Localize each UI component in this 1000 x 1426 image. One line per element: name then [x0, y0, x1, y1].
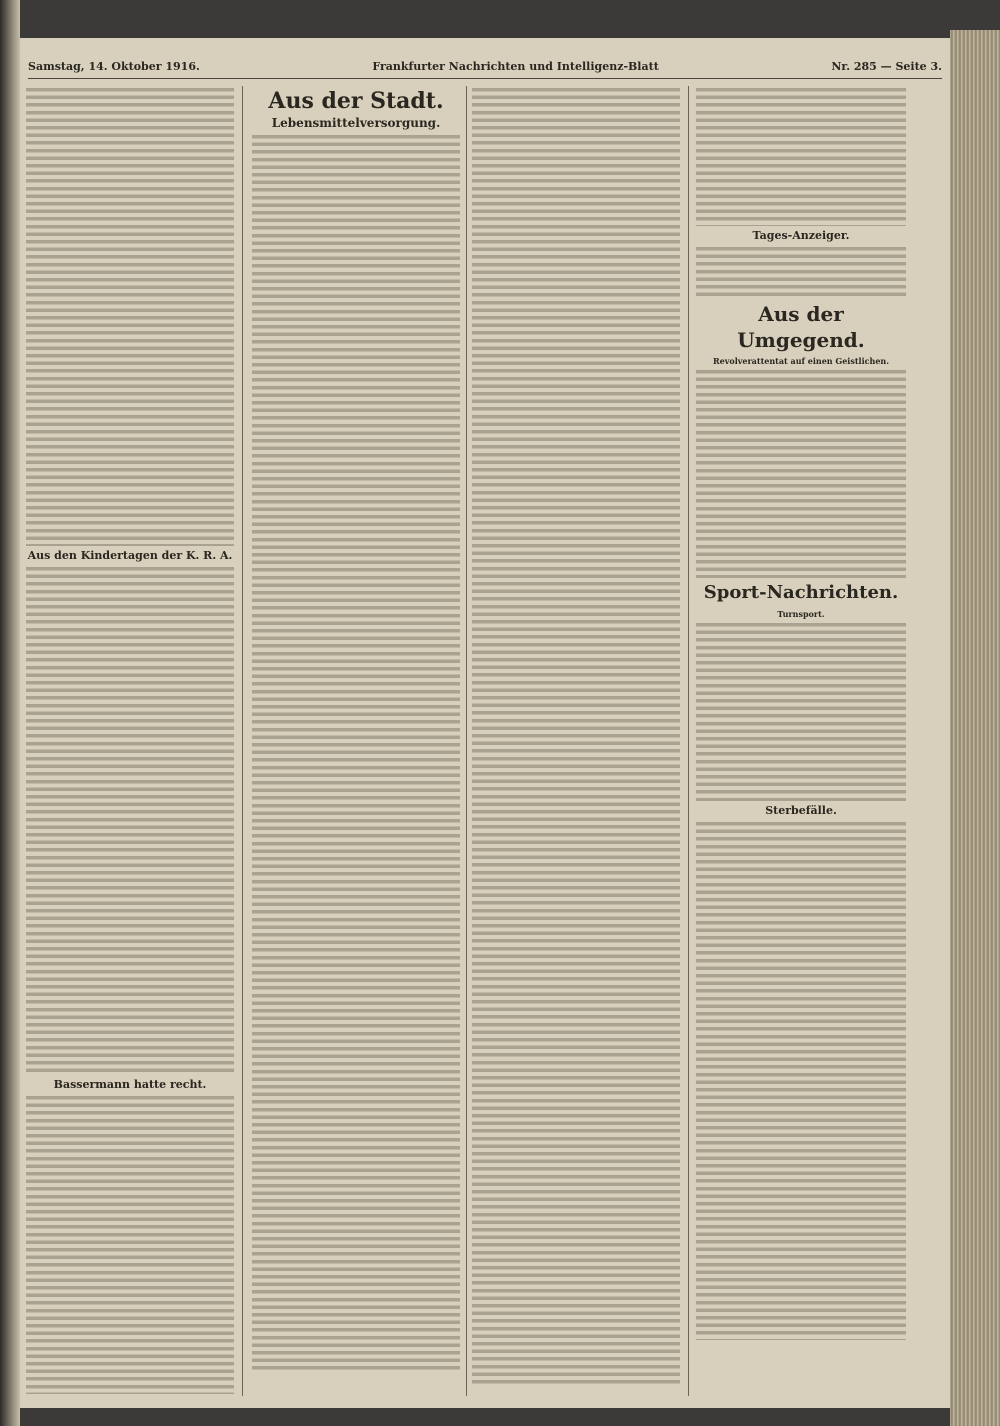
book-spine-left: [0, 0, 20, 1426]
body-text-block: [472, 86, 680, 1386]
section-title: Aus der Umgegend.: [737, 302, 865, 352]
column-1: [26, 86, 234, 1396]
body-text-block: [696, 820, 906, 1340]
column-2: [252, 86, 460, 1396]
masthead: [28, 60, 942, 79]
column-rule: [242, 86, 243, 1396]
section-title: Aus der Stadt.: [268, 88, 444, 114]
column-3: [472, 86, 680, 1396]
column-rule: [688, 86, 689, 1396]
masthead-date: Samstag, 14. Oktober 1916.: [28, 60, 200, 73]
masthead-page-info: Nr. 285 — Seite 3.: [831, 60, 942, 73]
body-text-block: [696, 245, 906, 299]
section-heading: Aus den Kindertagen der K. R. A.: [27, 549, 233, 562]
section-heading: Bassermann hatte recht.: [53, 1078, 207, 1091]
section-title: Sport-Nachrichten.: [703, 582, 899, 603]
section-heading: Tages-Anzeiger.: [752, 229, 850, 242]
section-heading: Sterbefälle.: [765, 804, 837, 817]
section-heading: Revolverattentat auf einen Geistlichen.: [712, 356, 890, 366]
body-text-block: [26, 565, 234, 1075]
section-subtitle: Lebensmittelversorgung.: [271, 116, 441, 130]
body-text-block: [696, 368, 906, 578]
body-text-block: [26, 86, 234, 546]
body-text-block: [696, 621, 906, 801]
masthead-paper-name: Frankfurter Nachrichten und Intelligenz-Blatt: [372, 60, 659, 73]
column-rule: [466, 86, 467, 1396]
newspaper-page: [20, 38, 950, 1408]
column-4: [696, 86, 906, 1396]
body-text-block: [26, 1094, 234, 1394]
section-heading: Turnsport.: [777, 609, 825, 619]
page-edges-right: [950, 30, 1000, 1426]
body-text-block: [696, 86, 906, 226]
body-text-block: [252, 133, 460, 1373]
